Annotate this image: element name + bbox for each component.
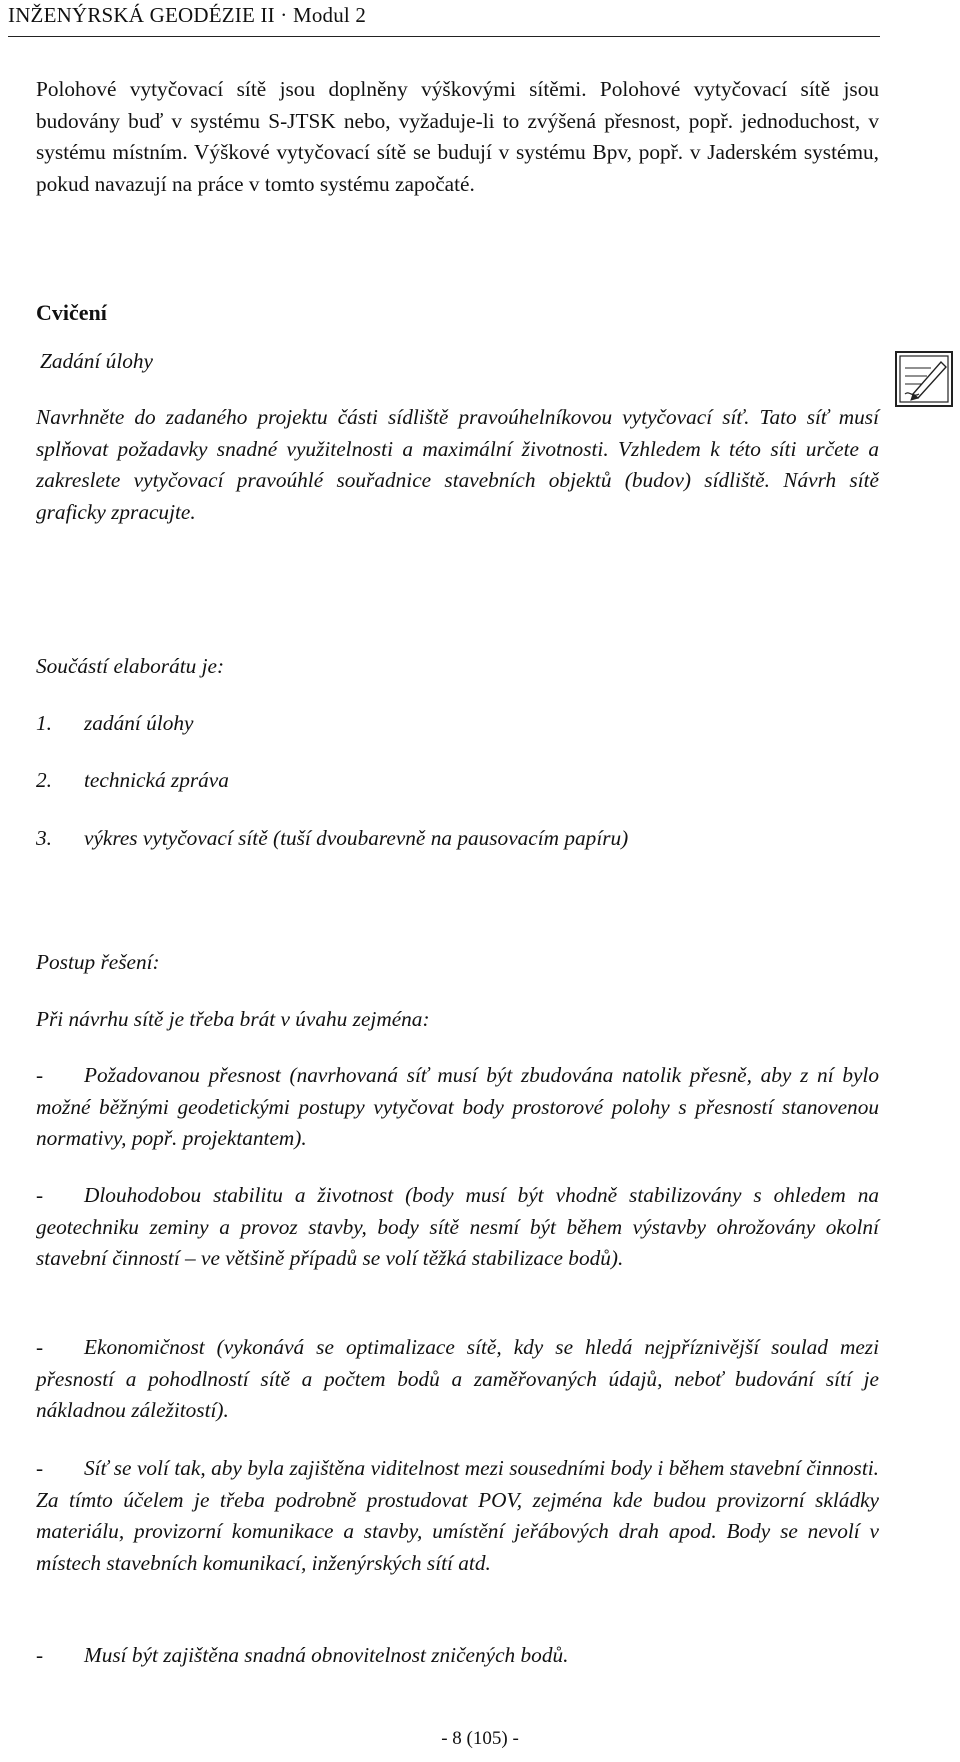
list-item bbox=[36, 823, 628, 855]
list-item bbox=[36, 1640, 879, 1672]
page-number: - 8 (105) - bbox=[441, 1728, 519, 1749]
list-dash: - bbox=[36, 1643, 44, 1667]
list-dash: - bbox=[36, 1456, 44, 1480]
list-number: 3. bbox=[36, 826, 52, 850]
list-text: Dlouhodobou stabilitu a životnost (body musí být vhodně stabilizovány s ohledem na geotechniku zeminy a provoz stavby, body sítě nesmí být během výstavby ohrožovány okolní stavební činností – ve většině případů se volí těžká stabilizace bodů). bbox=[36, 1183, 879, 1270]
list-item bbox=[36, 1453, 879, 1579]
writing-pad-icon bbox=[893, 348, 955, 410]
list-text: zadání úlohy bbox=[84, 711, 194, 735]
list-text: Síť se volí tak, aby byla zajištěna viditelnost mezi sousedními body i během stavební činnosti. Za tímto účelem je třeba podrobně prostudovat POV, zejména kde budou provizorní skládky materiálu, provizorní komunikace a stavby, umístění jeřábových drah apod. Body se nevolí v místech stavebních komunikací, inženýrských sítí atd. bbox=[36, 1456, 879, 1575]
list-item bbox=[36, 1180, 879, 1275]
list-number: 2. bbox=[36, 768, 52, 792]
header-divider bbox=[8, 36, 880, 37]
list-text: Musí být zajištěna snadná obnovitelnost zničených bodů. bbox=[84, 1643, 569, 1667]
solution-lead: Při návrhu sítě je třeba brát v úvahu zejména: bbox=[36, 1007, 430, 1031]
task-title: Zadání úlohy bbox=[40, 349, 153, 373]
task-paragraph: Navrhněte do zadaného projektu části sídliště pravoúhelníkovou vytyčovací síť. Tato síť musí splňovat požadavky snadné využitelnosti a maximální životnosti. Vzhledem k této síti určete a zakreslete vytyčovací pravoúhlé souřadnice stavebních objektů (budov) sídliště. Návrh sítě graficky zpracujte. bbox=[36, 405, 879, 524]
page-header: INŽENÝRSKÁ GEODÉZIE II · Modul 2 bbox=[8, 3, 367, 27]
intro-paragraph: Polohové vytyčovací sítě jsou doplněny výškovými sítěmi. Polohové vytyčovací sítě jsou budovány buď v systému S-JTSK nebo, vyžaduje-li to zvýšená přesnost, popř. jednoduchost, v systému místním. Výškové vytyčovací sítě se budují v systému Bpv, popř. v Jaderském systému, pokud navazují na práce v tomto systému započaté. bbox=[36, 77, 879, 196]
list-item bbox=[36, 765, 229, 797]
solution-title: Postup řešení: bbox=[36, 950, 160, 974]
list-text: výkres vytyčovací sítě (tuší dvoubarevně na pausovacím papíru) bbox=[84, 826, 629, 850]
elaborate-title: Součástí elaborátu je: bbox=[36, 654, 225, 678]
list-item bbox=[36, 1332, 879, 1427]
list-text: Ekonomičnost (vykonává se optimalizace sítě, kdy se hledá nejpříznivější soulad mezi přesností a pohodlností sítě a počtem bodů a zaměřovaných údajů, neboť budování sítí je nákladnou záležitostí). bbox=[36, 1335, 879, 1422]
list-dash: - bbox=[36, 1335, 44, 1359]
list-item bbox=[36, 708, 193, 740]
list-number: 1. bbox=[36, 711, 52, 735]
list-text: technická zpráva bbox=[84, 768, 229, 792]
list-item bbox=[36, 1060, 879, 1155]
exercise-heading: Cvičení bbox=[36, 300, 107, 325]
list-dash: - bbox=[36, 1183, 44, 1207]
list-dash: - bbox=[36, 1063, 44, 1087]
list-text: Požadovanou přesnost (navrhovaná síť musí být zbudována natolik přesně, aby z ní bylo možné běžnými geodetickými postupy vytyčovat body prostorové polohy s přesností stanovenou normativy, popř. projektantem). bbox=[36, 1063, 879, 1150]
